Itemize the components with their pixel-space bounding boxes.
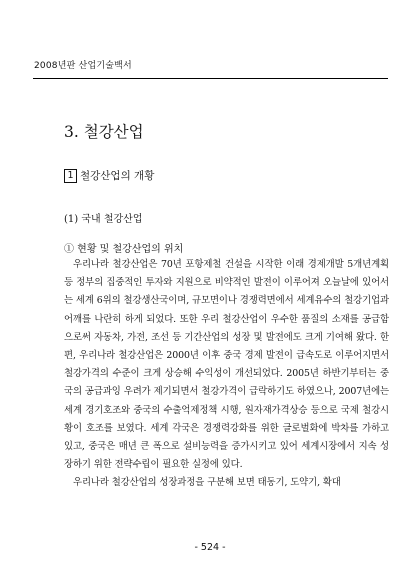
section-title: 철강산업의 개황	[80, 170, 155, 182]
header-divider	[33, 78, 388, 79]
page-number: - 524 -	[194, 542, 226, 553]
chapter-title: 3. 철강산업	[64, 123, 144, 141]
body-paragraph: 우리나라 철강산업은 70년 포항제철 건설을 시작한 이래 경제개발 5개년계획 등 정부의 집중적인 투자와 지원으로 비약적인 발전이 이루어져 오늘날에 있어서는 세계 6위의 철강생산국이며, 규모면이나 경쟁력면에서 세계유수의 철강기업과 어깨를 나란히 하게 되었다. 또한 우리 철강산업이 우수한 품질의 소재를 공급함으로써 자동차, 가전, 조선 등 기간산업의 성장 및 발전에도 크게 기여해 왔다. 한편, 우리나라 철강산업은 2000년 이후 중국 경제 발전이 급속도로 이루어지면서 철강가격의 수준이 크게 상승해 수익성이 개선되었다. 2005년 하반기부터는 중국의 공급과잉 우려가 제기되면서 철강가격이 급락하기도 하였으나, 2007년에는 세계 경기호조와 중국의 수출억제정책 시행, 원자재가격상승 등으로 국제 철강시황이 호조를 보였다. 세계 각국은 경쟁력강화를 위한 글로벌화에 박차를 가하고 있고, 중국은 매년 큰 폭으로 설비능력을 증가시키고 있어 세계시장에서 지속 성장하기 위한 전략수립이 필요한 실정에 있다.	[64, 259, 389, 471]
body-paragraph: 우리나라 철강산업의 성장과정을 구분해 보면 태동기, 도약기, 확대	[73, 477, 341, 489]
body-text	[64, 256, 389, 493]
subsection-title: (1) 국내 철강산업	[64, 214, 143, 225]
running-header: 2008년판 산업기술백서	[34, 61, 132, 71]
section-number-box: 1	[64, 169, 77, 183]
section-heading	[64, 168, 154, 183]
item-title: ① 현황 및 철강산업의 위치	[64, 244, 184, 255]
